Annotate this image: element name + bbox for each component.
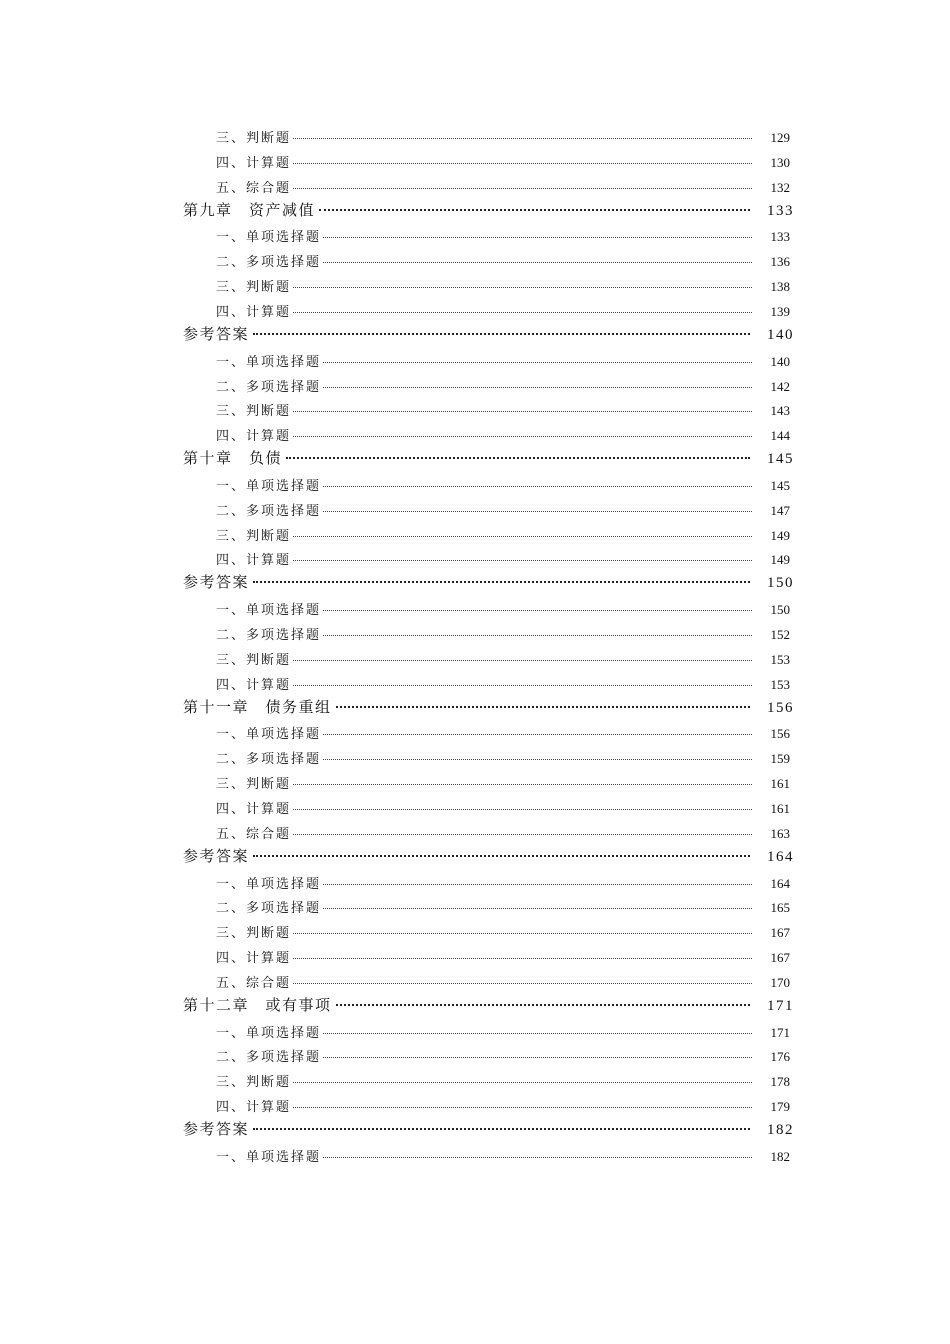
toc-dot-leader [323,361,752,363]
toc-entry-label: 一、单项选择题 [216,354,322,370]
toc-chapter-entry[interactable] [183,199,794,220]
toc-page-number: 163 [770,825,790,841]
toc-section-entry[interactable] [216,1071,790,1090]
toc-page-number: 171 [770,1024,790,1040]
toc-dot-leader [336,1003,750,1006]
toc-page-number: 133 [767,202,794,219]
toc-section-entry[interactable] [216,1046,790,1065]
toc-entry-label: 五、综合题 [216,975,292,991]
toc-dot-leader [323,386,752,388]
toc-dot-leader [323,1056,752,1058]
toc-section-entry[interactable] [216,400,790,419]
toc-page-number: 150 [770,602,790,618]
toc-chapter-entry[interactable] [183,994,794,1015]
toc-entry-label: 参考答案 [183,324,250,343]
toc-section-entry[interactable] [216,177,790,196]
toc-page-number: 176 [770,1049,790,1065]
toc-dot-leader [293,410,752,412]
toc-page-number: 178 [770,1074,790,1090]
toc-page-number: 140 [770,353,790,369]
toc-dot-leader [323,634,752,636]
toc-section-entry[interactable] [216,649,790,668]
toc-dot-leader [293,1106,752,1108]
toc-page-number: 152 [770,627,790,642]
toc-entry-label: 一、单项选择题 [216,1149,322,1165]
toc-section-entry[interactable] [216,748,790,767]
toc-entry-label: 参考答案 [183,846,250,865]
toc-page-number: 167 [770,950,790,966]
toc-page-number: 132 [770,179,790,195]
toc-entry-label: 三、判断题 [216,1075,292,1091]
toc-chapter-entry[interactable] [183,845,794,866]
toc-section-entry[interactable] [216,773,790,792]
toc-page-number: 133 [770,229,790,245]
toc-entry-label: 一、单项选择题 [216,603,322,619]
toc-dot-leader [323,261,752,263]
toc-chapter-entry[interactable] [183,447,794,468]
toc-dot-leader [253,580,750,583]
toc-section-entry[interactable] [216,897,790,916]
toc-entry-label: 第十章 负债 [183,449,283,468]
toc-page-number: 130 [770,154,790,170]
toc-page-number: 170 [770,974,790,990]
toc-page-number: 143 [770,403,790,419]
toc-entry-label: 四、计算题 [216,304,292,320]
toc-page-number: 161 [770,776,790,792]
toc-dot-leader [293,932,752,934]
toc-dot-leader [323,907,752,909]
toc-entry-label: 第十二章 或有事项 [183,995,332,1014]
toc-page-number: 165 [770,900,790,916]
toc-entry-label: 三、判断题 [216,131,292,146]
toc-entry-label: 二、多项选择题 [216,379,322,395]
toc-page-number: 142 [770,378,790,394]
toc-section-entry[interactable] [216,972,790,991]
toc-page-number: 164 [770,875,790,891]
toc-section-entry[interactable] [216,475,790,494]
toc-entry-label: 一、单项选择题 [216,478,322,494]
toc-entry-label: 三、判断题 [216,926,292,942]
toc-dot-leader [286,456,750,459]
toc-entry-label: 二、多项选择题 [216,255,322,271]
toc-section-entry[interactable] [216,624,790,643]
toc-section-entry[interactable] [216,127,790,146]
toc-entry-label: 四、计算题 [216,553,292,569]
toc-dot-leader [293,535,752,537]
toc-section-entry[interactable] [216,226,790,245]
toc-entry-label: 一、单项选择题 [216,230,322,246]
toc-dot-leader [293,559,752,561]
toc-entry-label: 第十一章 债务重组 [183,697,332,716]
toc-section-entry[interactable] [216,873,790,892]
toc-page-number: 149 [770,552,790,568]
toc-dot-leader [323,510,752,512]
toc-section-entry[interactable] [216,1096,790,1115]
toc-page-number: 161 [770,800,790,816]
toc-entry-label: 二、多项选择题 [216,503,322,519]
toc-dot-leader [323,1032,752,1034]
toc-page-number: 129 [770,130,790,145]
toc-dot-leader [293,659,752,661]
toc-entry-label: 三、判断题 [216,280,292,296]
toc-page-number: 145 [767,451,794,468]
toc-page-number: 150 [767,575,794,592]
toc-page-number: 147 [770,502,790,518]
toc-page-number: 156 [767,699,794,716]
toc-section-entry[interactable] [216,351,790,370]
toc-section-entry[interactable] [216,251,790,270]
toc-chapter-entry[interactable] [183,696,794,717]
toc-page-number: 153 [770,676,790,692]
toc-page-number: 159 [770,751,790,767]
toc-dot-leader [323,1156,752,1158]
toc-entry-label: 三、判断题 [216,777,292,793]
toc-section-entry[interactable] [216,947,790,966]
toc-page-number: 144 [770,428,790,444]
toc-dot-leader [293,957,752,959]
toc-entry-label: 一、单项选择题 [216,1025,322,1041]
toc-page-number: 171 [767,997,794,1014]
toc-entry-label: 第九章 资产减值 [183,200,316,219]
toc-page-number: 153 [770,651,790,667]
toc-entry-label: 四、计算题 [216,429,292,445]
toc-entry-label: 参考答案 [183,573,250,592]
toc-dot-leader [323,758,752,760]
toc-page-number: 149 [770,527,790,543]
toc-section-entry[interactable] [216,276,790,295]
toc-dot-leader [336,705,750,708]
toc-dot-leader [323,236,752,238]
toc-page-number: 140 [767,326,794,343]
toc-entry-label: 四、计算题 [216,951,292,967]
toc-section-entry[interactable] [216,549,790,568]
toc-entry-label: 二、多项选择题 [216,628,322,643]
toc-entry-label: 三、判断题 [216,528,292,544]
toc-entry-label: 参考答案 [183,1120,250,1138]
toc-dot-leader [293,808,752,810]
toc-page-number: 182 [770,1148,790,1164]
toc-dot-leader [293,162,752,164]
toc-page-number: 167 [770,925,790,941]
toc-entry-label: 三、判断题 [216,404,292,420]
toc-entry-label: 四、计算题 [216,1100,292,1116]
toc-page-number: 136 [770,254,790,270]
toc-section-entry[interactable] [216,1146,790,1165]
toc-section-entry[interactable] [216,922,790,941]
toc-dot-leader [293,311,752,313]
toc-section-entry[interactable] [216,823,790,842]
toc-section-entry[interactable] [216,376,790,395]
toc-section-entry[interactable] [216,723,790,742]
toc-dot-leader [253,1127,750,1130]
toc-page-number: 145 [770,477,790,493]
toc-dot-leader [253,332,750,335]
toc-entry-label: 二、多项选择题 [216,1050,322,1066]
toc-page-number: 182 [767,1122,794,1138]
toc-page-number: 164 [767,848,794,865]
toc-entry-label: 五、综合题 [216,180,292,196]
toc-entry-label: 三、判断题 [216,652,292,668]
toc-section-entry[interactable] [216,599,790,618]
toc-entry-label: 二、多项选择题 [216,752,322,768]
toc-page-number: 156 [770,726,790,742]
toc-dot-leader [293,435,752,437]
toc-entry-label: 四、计算题 [216,801,292,817]
toc-section-entry[interactable] [216,1022,790,1041]
toc-dot-leader [293,783,752,785]
toc-entry-label: 一、单项选择题 [216,876,322,892]
toc-section-entry[interactable] [216,301,790,320]
toc-section-entry[interactable] [216,152,790,171]
toc-chapter-entry[interactable] [183,571,794,592]
toc-section-entry[interactable] [216,798,790,817]
toc-entry-label: 四、计算题 [216,155,292,171]
toc-dot-leader [293,684,752,686]
toc-dot-leader [293,137,752,139]
toc-page-number: 139 [770,303,790,319]
toc-dot-leader [253,854,750,857]
toc-dot-leader [293,982,752,984]
toc-entry-label: 四、计算题 [216,677,292,693]
toc-dot-leader [293,187,752,189]
toc-page-number: 179 [770,1099,790,1115]
toc-chapter-entry[interactable] [183,1118,794,1139]
toc-entry-label: 一、单项选择题 [216,727,322,743]
toc-dot-leader [323,883,752,885]
toc-dot-leader [293,286,752,288]
toc-section-entry[interactable] [216,674,790,693]
toc-dot-leader [293,1081,752,1083]
toc-chapter-entry[interactable] [183,323,794,344]
toc-entry-label: 五、综合题 [216,826,292,842]
toc-section-entry[interactable] [216,525,790,544]
toc-section-entry[interactable] [216,425,790,444]
toc-dot-leader [323,609,752,611]
toc-dot-leader [293,833,752,835]
toc-dot-leader [323,485,752,487]
toc-dot-leader [319,208,750,211]
toc-page-number: 138 [770,279,790,295]
toc-dot-leader [323,733,752,735]
toc-section-entry[interactable] [216,500,790,519]
toc-entry-label: 二、多项选择题 [216,901,322,917]
